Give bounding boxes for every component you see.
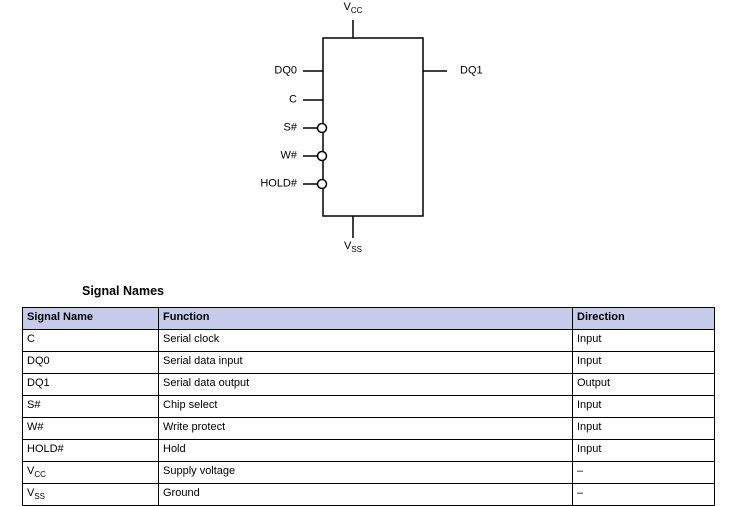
cell-function: Hold [159, 440, 573, 462]
table-row [23, 418, 715, 440]
cell-direction: Input [573, 396, 715, 418]
cell-direction: Input [573, 330, 715, 352]
table-header-row [23, 308, 715, 330]
table-header [23, 308, 715, 330]
signal-names-heading: Signal Names [82, 284, 164, 298]
table-row [23, 374, 715, 396]
cell-direction: Input [573, 418, 715, 440]
vcc-label [344, 2, 363, 15]
table-body [23, 330, 715, 506]
signal-sub: CC [34, 469, 46, 479]
signal-main: V [27, 486, 35, 499]
signal-main: HOLD# [27, 442, 64, 455]
column-header-direction: Direction [573, 308, 715, 330]
column-header-signal-name: Signal Name [23, 308, 159, 330]
cell-function: Ground [159, 484, 573, 506]
cell-signal-name [23, 484, 159, 506]
cell-signal-name [23, 396, 159, 418]
pin-label-dq1: DQ1 [460, 64, 483, 77]
signal-names-section [22, 284, 714, 506]
table-row [23, 462, 715, 484]
signal-main: W# [27, 420, 44, 433]
cell-signal-name [23, 462, 159, 484]
cell-function: Serial clock [159, 330, 573, 352]
cell-function: Write protect [159, 418, 573, 440]
table-row [23, 484, 715, 506]
cell-direction: Input [573, 352, 715, 374]
pin-label-c: C [289, 93, 297, 106]
table-row [23, 352, 715, 374]
column-header-function: Function [159, 308, 573, 330]
signal-names-table [22, 307, 715, 506]
cell-function: Serial data input [159, 352, 573, 374]
cell-function: Chip select [159, 396, 573, 418]
cell-signal-name [23, 330, 159, 352]
inversion-bubble-w [318, 152, 327, 161]
cell-direction: – [573, 484, 715, 506]
vcc-label-sub: CC [350, 6, 363, 16]
signal-main: C [27, 332, 35, 345]
cell-function: Serial data output [159, 374, 573, 396]
cell-direction: Input [573, 440, 715, 462]
signal-main: DQ0 [27, 354, 50, 367]
pin-label-w: W# [280, 149, 297, 162]
signal-main: S# [27, 398, 41, 411]
cell-signal-name [23, 352, 159, 374]
cell-signal-name [23, 440, 159, 462]
vss-label-main: V [343, 240, 352, 252]
cell-signal-name [23, 374, 159, 396]
cell-direction: – [573, 462, 715, 484]
vss-label [344, 241, 362, 254]
cell-direction: Output [573, 374, 715, 396]
table-row [23, 330, 715, 352]
inversion-bubble-s [318, 124, 327, 133]
cell-function: Supply voltage [159, 462, 573, 484]
signal-main: DQ1 [27, 376, 50, 389]
vss-label-sub: SS [351, 245, 363, 255]
cell-signal-name [23, 418, 159, 440]
signal-main: V [27, 464, 35, 477]
pin-label-dq0: DQ0 [274, 64, 297, 77]
inversion-bubble-hold [318, 180, 327, 189]
table-row [23, 396, 715, 418]
chip-body-rect [323, 38, 423, 216]
signal-sub: SS [34, 491, 46, 501]
pin-label-hold: HOLD# [260, 177, 297, 190]
pin-label-s: S# [283, 121, 297, 134]
table-row [23, 440, 715, 462]
vcc-label-main: V [343, 1, 351, 13]
